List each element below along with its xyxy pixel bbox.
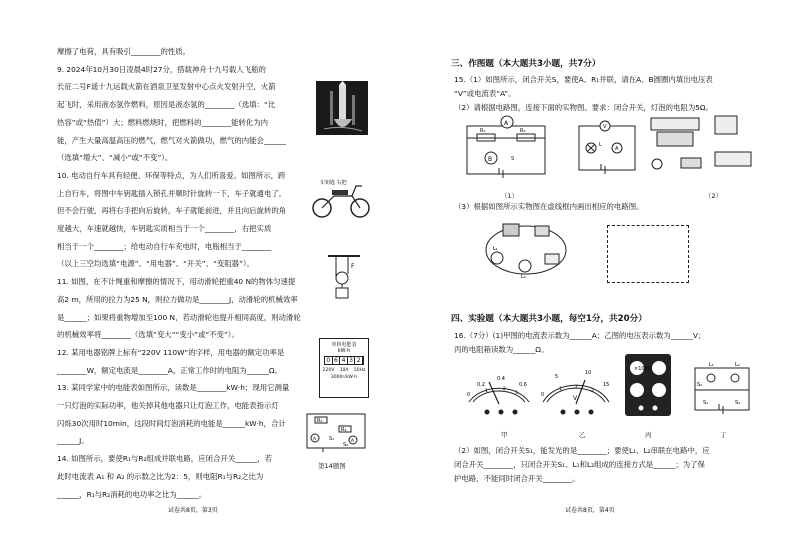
ebike-figure — [306, 176, 376, 220]
left-footer: 试卷共8页，第3页 — [168, 507, 218, 514]
lamp-label: L — [599, 142, 602, 148]
text-line: 一只灯泡的实际功率，他关掉其他电器只让灯泡工作，电能表指示灯 — [57, 401, 279, 410]
svg-text:L₂: L₂ — [521, 274, 526, 280]
text-line: 护电路，不能同时闭合开关________。 — [454, 474, 580, 483]
text-line: 度越大，车速就越快，车钥匙实质相当于一个________，右把实质 — [57, 224, 272, 233]
voltmeter-label: V — [603, 124, 607, 130]
meter-digit: 2 — [355, 357, 363, 364]
fig2-label: （2） — [705, 192, 723, 200]
rocket-photo — [316, 81, 368, 135]
text-line: 9. 2024年10月30日凌晨4时27分，搭载神舟十九号载人飞船的 — [57, 64, 266, 74]
panel-label-ding: 丁 — [720, 431, 727, 439]
text-line: 13. 某同学家中的电能表如图所示，读数是________kW·h；现用它测量 — [57, 383, 290, 393]
text-line: 相当于一个________；给电动自行车充电时，电瓶相当于________ — [57, 241, 272, 251]
r2-label: R₂ — [520, 128, 526, 134]
svg-text:V: V — [573, 395, 578, 402]
svg-text:R₁: R₁ — [317, 418, 323, 424]
dashed-answer-box — [607, 225, 689, 283]
ammeter-tick-06: 0.6 — [519, 382, 527, 388]
meter-specs — [320, 368, 368, 373]
text-line: “V”或电流表“A”。 — [454, 89, 516, 98]
ammeter-tick-0: 0 — [467, 392, 471, 398]
text-line: ______J。 — [57, 436, 89, 446]
meter-title: 单相电能表 — [331, 342, 357, 348]
svg-text:A: A — [615, 146, 619, 152]
fig1-label: （1） — [501, 192, 519, 200]
text-line: 闭合开关________，只闭合开关S₁、L₁和L₂组成的连接方式是______；为了保 — [454, 460, 705, 469]
text-line: 是______；如果将重物增加至100 N，若动滑轮也提升相同高度，则动滑轮 — [57, 312, 301, 322]
text-line: 上自行车，将图中车钥匙插入锁孔并顺时针旋转一下，车子就通电了， — [57, 188, 287, 198]
svg-text:S₃: S₃ — [735, 400, 741, 406]
circle-b-label: B — [488, 156, 493, 163]
text-line: 能，产生大量高温高压的燃气，燃气对火箭做功，燃气的内能会______ — [57, 135, 287, 145]
text-line: 起飞时，采用液态氢作燃料，原因是液态氢的________（选填：“比 — [57, 100, 276, 110]
voltmeter-tick-15: 15 — [603, 382, 610, 388]
voltmeter-yi — [537, 364, 615, 418]
meter-digit: 3 — [348, 357, 356, 364]
svg-text:S₁: S₁ — [703, 400, 709, 406]
text-line: 摩擦了电荷，具有吸引________的性质。 — [57, 47, 191, 56]
text-line: 闪烁30次用时10min，这段时间灯泡消耗的电能是______kW·h，合计 — [57, 418, 286, 428]
svg-text:L₂: L₂ — [735, 362, 740, 368]
circuit-ding — [689, 360, 755, 418]
panel-label-yi: 乙 — [579, 431, 586, 439]
text-line: 长征二号F遥十九运载火箭在酒泉卫星发射中心点火发射升空，火箭 — [57, 82, 276, 92]
text-line: （2）请根据电路图，连接下面的实物图。要求：闭合开关，灯泡的电阻为5Ω。 — [454, 103, 713, 112]
text-line: 高2 m，所用的拉力为25 N，则拉力做功是________J，动滑轮的机械效率 — [57, 294, 298, 304]
text-line: 的机械效率将________（选填“变大”“变小”或“不变”）。 — [57, 330, 239, 340]
meter-spec: 220V — [322, 368, 335, 373]
right-page — [397, 0, 794, 546]
text-line: 此时电流表 A₁ 和 A₂ 的示数之比为2：5，则电阻R₁与R₂之比为 — [57, 471, 264, 481]
text-line: ________W，额定电流是________A，正常工作时的电阻为______Ω。 — [57, 365, 282, 375]
section4-title: 四、实验题（本大题共3小题，每空1分，共20分） — [451, 314, 647, 324]
voltmeter-tick-3: 3 — [591, 389, 594, 394]
panel-label-bing: 丙 — [645, 431, 652, 439]
meter-rate: 3000r/kW·h — [330, 375, 358, 380]
ammeter-tick-3: 3 — [515, 391, 518, 396]
meter-unit: kW·h — [337, 348, 351, 354]
svg-text:R₂: R₂ — [341, 427, 347, 433]
ammeter-tick-04: 0.4 — [497, 376, 505, 382]
voltmeter-tick-10: 10 — [585, 370, 592, 376]
svg-text:×1000: ×1000 — [634, 366, 651, 372]
meter-digit: 6 — [333, 357, 341, 364]
text-line: 14. 如图所示，要使R₁与R₂组成并联电路，应闭合开关______，若 — [57, 454, 273, 464]
ammeter-tick-02: 0.2 — [477, 382, 485, 388]
q15-fig1-circuit — [461, 112, 551, 184]
svg-text:A: A — [351, 439, 355, 444]
r1-label: R₁ — [480, 128, 486, 134]
q15-3-real-circuit — [481, 218, 571, 282]
svg-text:S₁: S₁ — [329, 436, 335, 442]
text-line: 丙的电阻箱读数为______Ω。 — [454, 345, 549, 354]
meter-spec: 50Hz — [353, 368, 366, 373]
voltmeter-tick-2: 2 — [575, 385, 578, 390]
ammeter-tick-2: 2 — [503, 387, 506, 392]
energy-meter — [319, 338, 369, 398]
circle-a-label: A — [504, 120, 509, 127]
figure14-caption: 第14题图 — [318, 462, 346, 470]
text-line: 11. 如图，在不计绳重和摩擦的情况下，用动滑轮把重40 N的物体匀速提 — [57, 277, 296, 287]
meter-spec: 10A — [339, 368, 349, 373]
text-line: （选填“增大”、“减小”或“不变”）。 — [57, 153, 173, 163]
meter-digit: 0 — [325, 357, 333, 364]
right-footer: 试卷共8页，第4页 — [565, 507, 615, 514]
q15-fig2 — [565, 112, 765, 184]
bike-label: 车钥匙 右把 — [320, 180, 347, 186]
text-line: 10. 电动自行车具有轻便、环保等特点，为人们所喜爱。如图所示，跨 — [57, 170, 286, 180]
q14-circuit — [303, 410, 369, 454]
text-line: 16.（7分）(1)甲图的电流表示数为______A；乙图的电压表示数为______V； — [454, 331, 706, 340]
svg-text:S₂: S₂ — [343, 442, 349, 448]
panel-label-jia: 甲 — [501, 431, 508, 439]
resistance-box-bing — [623, 352, 673, 418]
svg-text:L₁: L₁ — [709, 362, 714, 368]
meter-digits — [324, 356, 364, 365]
rocket-icon — [316, 81, 368, 135]
q15-3-text: （3）根据如图所示实物图在虚线框内画出相应的电路图。 — [454, 202, 644, 211]
text-line: 12. 某用电器铭牌上标有“220V 110W”的字样，用电器的额定功率是 — [57, 347, 285, 357]
text-line: （2）如图，闭合开关S₁，能发光的是________；要使L₁、L₂串联在电路中，应 — [454, 446, 710, 455]
text-line: 15.（1）如图所示，闭合开关S，要使A、R₁并联，请在A、B圆圈内填出电压表 — [454, 75, 713, 84]
text-line: 但不会行驶，再将右手把向后旋转，车子就能前进，并且向后旋转的角 — [57, 206, 287, 216]
voltmeter-tick-0: 0 — [541, 392, 545, 398]
voltmeter-tick-5: 5 — [555, 374, 559, 380]
text-line: 热容”或“热值”）大；燃料燃烧时，把燃料的________能转化为内 — [57, 117, 269, 127]
voltmeter-tick-1: 1 — [559, 387, 562, 392]
svg-text:F: F — [351, 263, 355, 270]
meter-digit: 4 — [340, 357, 348, 364]
pulley-figure — [326, 254, 362, 300]
ammeter-tick-1: 1 — [485, 389, 488, 394]
section3-title: 三、作图题（本大题共3小题，共7分） — [451, 59, 601, 69]
text-line: （以上三空均选填“电源”、“用电器”、“开关”、“变阻器”）。 — [57, 259, 254, 269]
svg-text:A: A — [313, 437, 317, 442]
svg-text:S₂: S₂ — [697, 382, 703, 388]
text-line: ______，R₁与R₂消耗的电功率之比为______。 — [57, 489, 207, 499]
ammeter-jia — [463, 368, 535, 418]
svg-text:L₁: L₁ — [493, 246, 498, 252]
switch-s-label: S — [511, 156, 515, 162]
